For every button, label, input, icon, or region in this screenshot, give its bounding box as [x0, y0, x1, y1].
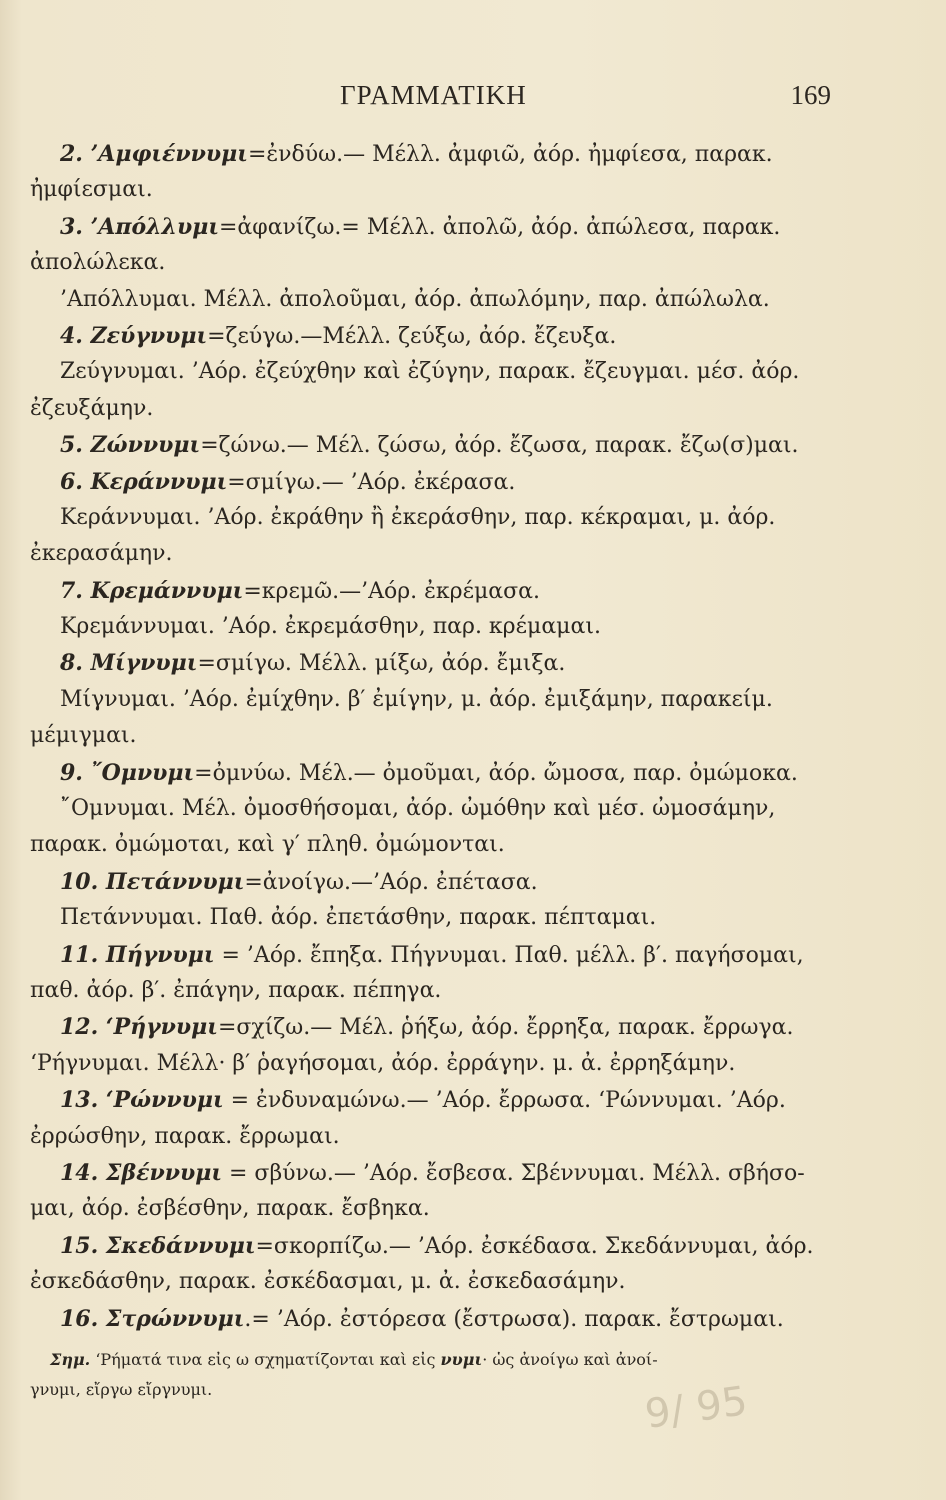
text-line [30, 827, 860, 863]
verb-headword: 3. ’Απόλλυμι [60, 213, 219, 240]
line-text: ἐκερασάμην. [30, 541, 173, 567]
text-line [30, 209, 860, 245]
text-line [30, 1155, 860, 1191]
text-line [30, 645, 860, 681]
line-text: =ζώνω.— Μέλ. ζώσω, ἀόρ. ἔζωσα, παρακ. ἔζω(σ)μαι. [200, 433, 799, 459]
text-line [30, 864, 860, 900]
text-line [30, 136, 860, 172]
text-line [30, 573, 860, 609]
text-line [30, 791, 860, 827]
text-line [30, 1119, 860, 1155]
line-text: Ζεύγνυμαι. ’Αόρ. ἐζεύχθην καὶ ἐζύγην, παρακ. ἔζευγμαι. μέσ. ἀόρ. [60, 359, 800, 385]
page-header [0, 80, 946, 116]
text-line [30, 354, 860, 390]
line-text: =ζεύγω.—Μέλλ. ζεύξω, ἀόρ. ἔζευξα. [207, 323, 617, 349]
line-text: παρακ. ὀμώμοται, καὶ γ′ πληθ. ὀμώμονται. [30, 832, 505, 858]
verb-headword: 6. Κεράννυμι [60, 468, 228, 495]
text-line [30, 973, 860, 1009]
verb-headword: 8. Μίγνυμι [60, 650, 198, 677]
verb-headword: 13. ‘Ρώννυμι [60, 1087, 224, 1114]
text-line [30, 1009, 860, 1045]
text-line [30, 391, 860, 427]
verb-headword: 9. ῎Ομνυμι [60, 759, 195, 786]
text-line [30, 937, 860, 973]
text-line [30, 900, 860, 936]
verb-headword: 11. Πήγνυμι [60, 941, 215, 968]
running-title: ΓΡΑΜΜΑΤΙΚΗ [340, 80, 527, 110]
footnote-label: Σημ. [50, 1349, 91, 1369]
line-text: Κεράννυμαι. ’Αόρ. ἐκράθην ἢ ἐκεράσθην, παρ. κέκραμαι, μ. ἀόρ. [60, 504, 776, 530]
line-text: = ’Αόρ. ἔπηξα. Πήγνυμαι. Παθ. μέλλ. β′. παγήσομαι, [214, 942, 804, 968]
footnote-text: · ὡς ἀνοίγω καὶ ἀνοί- [482, 1349, 658, 1369]
text-line [30, 464, 860, 500]
verb-headword: 4. Ζεύγνυμι [60, 322, 208, 349]
text-line [30, 718, 860, 754]
line-text: =ὀμνύω. Μέλ.— ὀμοῦμαι, ἀόρ. ὤμοσα, παρ. ὀμώμοκα. [194, 760, 798, 786]
text-line [30, 1264, 860, 1300]
verb-headword: 12. ‘Ρήγνυμι [60, 1014, 218, 1041]
footnote-suffix: νυμι [440, 1349, 483, 1369]
line-text: =σμίγω.— ’Αόρ. ἐκέρασα. [227, 469, 516, 495]
line-text: ἐσκεδάσθην, παρακ. ἐσκέδασμαι, μ. ἀ. ἐσκεδασάμην. [30, 1269, 626, 1295]
line-text: .= ’Αόρ. ἐστόρεσα (ἔστρωσα). παρακ. ἔστρωμαι. [244, 1306, 784, 1332]
verb-headword: 5. Ζώννυμι [60, 432, 201, 459]
text-line [30, 427, 860, 463]
verb-headword: 2. ’Αμφιέννυμι [60, 141, 248, 167]
line-text: ἀπολώλεκα. [30, 250, 166, 276]
verb-headword: 10. Πετάννυμι [60, 868, 245, 895]
verb-headword: 16. Στρώννυμι [60, 1305, 245, 1332]
text-line [30, 318, 860, 354]
line-text: Μίγνυμαι. ’Αόρ. ἐμίχθην. β′ ἐμίγην, μ. ἀόρ. ἐμιξάμην, παρακείμ. [60, 686, 773, 712]
page-number: 169 [790, 80, 831, 110]
line-text: Πετάννυμαι. Παθ. ἀόρ. ἐπετάσθην, παρακ. πέπταμαι. [60, 905, 657, 931]
text-line [30, 609, 860, 645]
pencil-marks: 9/ 95 [642, 1378, 751, 1438]
text-line [30, 1301, 860, 1337]
line-text: ἠμφίεσμαι. [30, 177, 153, 203]
line-text: = σβύνω.— ’Αόρ. ἔσβεσα. Σβέννυμαι. Μέλλ. σβήσο- [222, 1160, 805, 1186]
line-text: =σχίζω.— Μέλ. ῥήξω, ἀόρ. ἔρρηξα, παρακ. ἔρρωγα. [217, 1015, 794, 1041]
line-text: =σμίγω. Μέλλ. μίξω, ἀόρ. ἔμιξα. [197, 651, 566, 677]
line-text: =ἀφανίζω.= Μέλλ. ἀπολῶ, ἀόρ. ἀπώλεσα, παρακ. [219, 214, 781, 240]
text-line [30, 536, 860, 572]
text-line [30, 1046, 860, 1082]
text-line [30, 245, 860, 281]
text-line [30, 755, 860, 791]
line-text: = ἐνδυναμώνω.— ’Αόρ. ἔρρωσα. ‘Ρώννυμαι. ’Αόρ. [223, 1088, 786, 1114]
footnote-line [30, 1345, 860, 1375]
line-text: =κρεμῶ.—’Αόρ. ἐκρέμασα. [243, 578, 541, 604]
text-line [30, 172, 860, 208]
line-text: παθ. ἀόρ. β′. ἐπάγην, παρακ. πέπηγα. [30, 977, 442, 1003]
line-text: =σκορπίζω.— ’Αόρ. ἐσκέδασα. Σκεδάννυμαι, ἀόρ. [255, 1233, 814, 1259]
line-text: ῎Ομνυμαι. Μέλ. ὀμοσθήσομαι, ἀόρ. ὠμόθην καὶ μέσ. ὠμοσάμην, [60, 796, 776, 822]
line-text: ’Απόλλυμαι. Μέλλ. ἀπολοῦμαι, ἀόρ. ἀπωλόμην, παρ. ἀπώλωλα. [60, 286, 770, 312]
verb-headword: 7. Κρεμάννυμι [60, 577, 244, 604]
text-line [30, 282, 860, 318]
verb-headword: 15. Σκεδάννυμι [60, 1232, 256, 1259]
text-body [30, 136, 860, 1405]
verb-headword: 14. Σβέννυμι [60, 1159, 223, 1186]
footnote-text: ‘Ρήματά τινα εἰς ω σχηματίζονται καὶ εἰς [90, 1349, 441, 1369]
text-line [30, 1082, 860, 1118]
line-text: μαι, ἀόρ. ἐσβέσθην, παρακ. ἔσβηκα. [30, 1196, 430, 1222]
text-line [30, 500, 860, 536]
text-line [30, 682, 860, 718]
line-text: =ἀνοίγω.—’Αόρ. ἐπέτασα. [244, 869, 538, 895]
line-text: ἐζευξάμην. [30, 395, 154, 421]
line-text: μέμιγμαι. [30, 723, 137, 749]
text-line [30, 1228, 860, 1264]
footnote-text: γνυμι, εἴργω εἴργνυμι. [30, 1379, 213, 1399]
line-text: ἐρρώσθην, παρακ. ἔρρωμαι. [30, 1123, 340, 1149]
text-line [30, 1191, 860, 1227]
line-text: Κρεμάννυμαι. ’Αόρ. ἐκρεμάσθην, παρ. κρέμαμαι. [60, 614, 601, 640]
line-text: ‘Ρήγνυμαι. Μέλλ· β′ ῥαγήσομαι, ἀόρ. ἐρράγην. μ. ἀ. ἐρρηξάμην. [30, 1050, 736, 1076]
line-text: =ἐνδύω.— Μέλλ. ἀμφιῶ, ἀόρ. ἠμφίεσα, παρακ. [247, 142, 773, 167]
